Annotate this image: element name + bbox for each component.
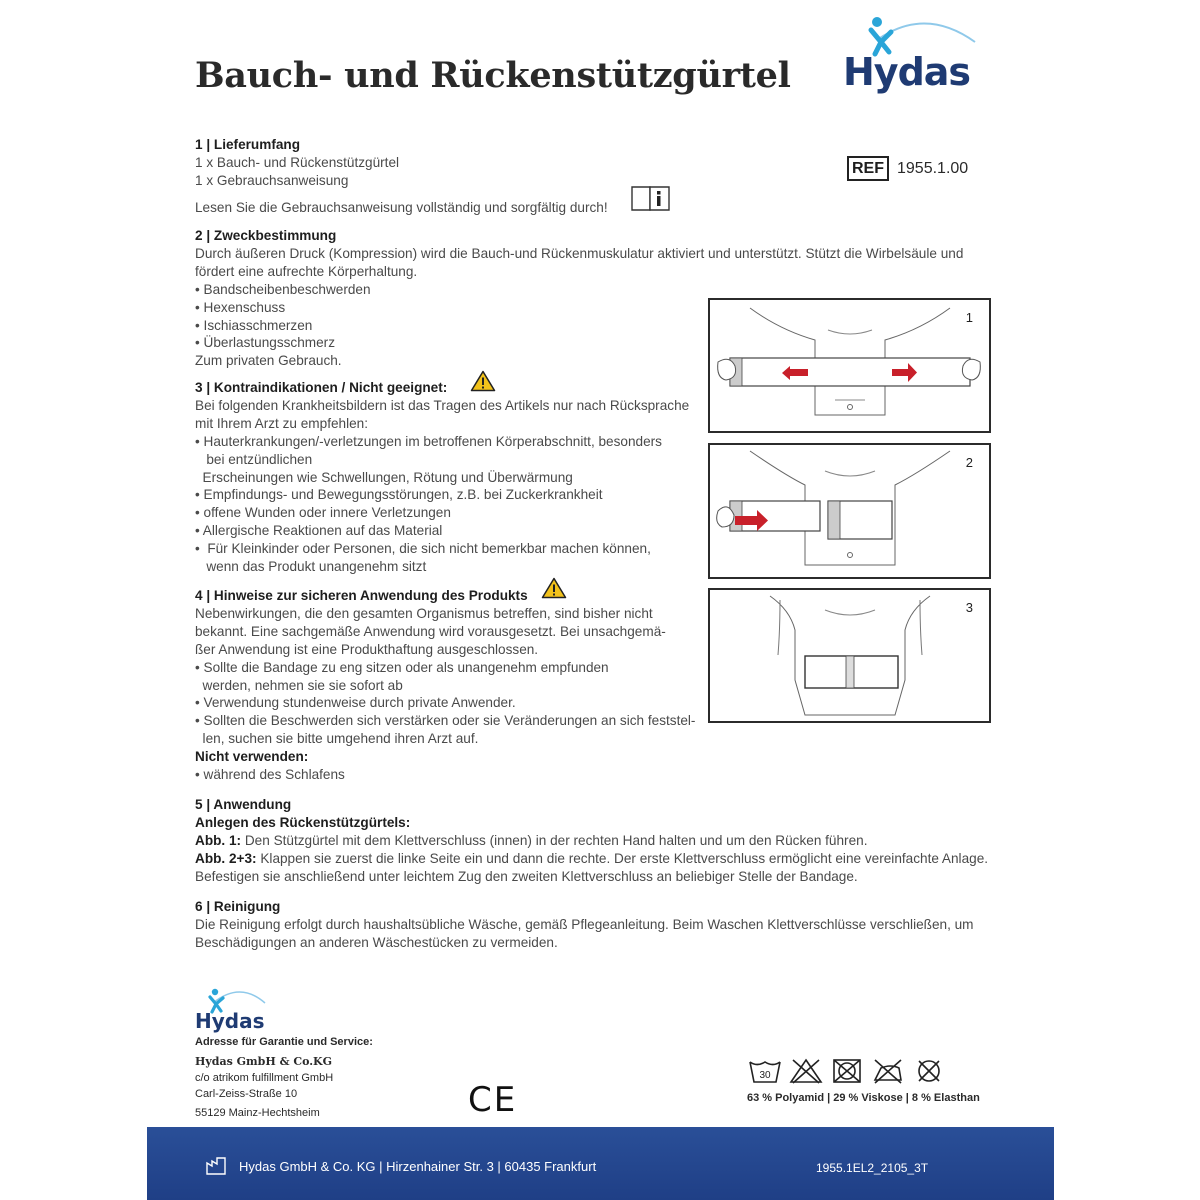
list-item: • Hauterkrankungen/-verletzungen im betroffenen Körperabschnitt, besonders	[195, 433, 662, 449]
section-4-heading: 4 | Hinweise zur sicheren Anwendung des Produkts	[195, 588, 528, 603]
ref-number: 1955.1.00	[897, 159, 969, 177]
content-line: Beschädigungen an anderen Wäschestücken zu vermeiden.	[195, 934, 558, 950]
section-3-heading: 3 | Kontraindikationen / Nicht geeignet:	[195, 380, 448, 395]
manufacturer-address: Hydas GmbH & Co. KG | Hirzenhainer Str. 3 | 60435 Frankfurt	[239, 1159, 597, 1174]
ref-block	[847, 156, 968, 181]
content-line: 1 x Gebrauchsanweisung	[195, 172, 349, 188]
section-6	[195, 898, 1005, 952]
figure-2	[708, 443, 991, 579]
address-line: Carl-Zeiss-Straße 10	[195, 1088, 298, 1100]
step-abb-2-3	[195, 850, 1005, 868]
section-3	[195, 379, 690, 576]
figure-number: 2	[965, 455, 973, 470]
content-line: Durch äußeren Druck (Kompression) wird die Bauch-und Rückenmuskulatur aktiviert und unterstützt. Stützt die Wirbelsäule und	[195, 245, 964, 261]
section-1-heading: 1 | Lieferumfang	[195, 137, 301, 152]
address-heading: Adresse für Garantie und Service:	[195, 1036, 373, 1048]
step-abb-1	[195, 832, 1005, 850]
service-address	[195, 1034, 373, 1121]
care-symbols	[748, 1058, 949, 1084]
content-line: mit Ihrem Arzt zu empfehlen:	[195, 415, 369, 431]
section-2-heading: 2 | Zweckbestimmung	[195, 228, 337, 243]
wash-temperature: 30	[759, 1070, 771, 1081]
list-item: • während des Schlafens	[195, 767, 345, 783]
step-label: Abb. 2+3:	[195, 850, 257, 866]
list-item: len, suchen sie bitte umgehend ihren Arzt auf.	[195, 731, 479, 747]
step-label: Abb. 1:	[195, 832, 242, 848]
address-company: Hydas GmbH & Co.KG	[195, 1055, 333, 1068]
content-line: fördert eine aufrechte Körperhaltung.	[195, 263, 418, 279]
brand-name: Hydas	[195, 1009, 265, 1033]
section-6-heading: 6 | Reinigung	[195, 899, 281, 914]
list-item: • Sollten die Beschwerden sich verstärken oder sie Veränderungen an sich feststel-	[195, 713, 696, 729]
content-line: Bei folgenden Krankheitsbildern ist das Tragen des Artikels nur nach Rücksprache	[195, 397, 690, 413]
list-item: • Verwendung stundenweise durch private Anwender.	[195, 695, 516, 711]
section-5-subheading: Anlegen des Rückenstützgürtels:	[195, 814, 411, 830]
section-5	[195, 796, 1005, 886]
material-composition: 63 % Polyamid | 29 % Viskose | 8 % Elasthan	[747, 1092, 980, 1104]
warning-icon	[470, 370, 496, 397]
list-item: • Allergische Reaktionen auf das Material	[195, 523, 443, 539]
address-line: 55129 Mainz-Hechtsheim	[195, 1107, 320, 1119]
document-code: 1955.1EL2_2105_3T	[816, 1161, 929, 1175]
list-item: • Für Kleinkinder oder Personen, die sich nicht bemerkbar machen können,	[195, 541, 651, 557]
figure-2-illustration	[710, 445, 989, 577]
content-line: Nebenwirkungen, die den gesamten Organismus betreffen, sind bisher nicht	[195, 605, 653, 621]
figure-1	[708, 298, 991, 433]
page-title: Bauch- und Rückenstützgürtel	[195, 55, 791, 96]
content-line: ßer Anwendung ist eine Produkthaftung ausgeschlossen.	[195, 641, 539, 657]
list-item: wenn das Produkt unangenehm sitzt	[195, 559, 427, 575]
content-line: bekannt. Eine sachgemäße Anwendung wird vorausgesetzt. Bei unsachgemä-	[195, 623, 666, 639]
figure-1-illustration	[710, 300, 989, 431]
figure-3-illustration	[710, 590, 989, 721]
figure-number: 1	[965, 310, 973, 325]
no-tumble-dry-icon	[830, 1058, 864, 1084]
list-item: • Hexenschuss	[195, 299, 286, 315]
content-line: Die Reinigung erfolgt durch haushaltsübliche Wäsche, gemäß Pflegeanleitung. Beim Waschen Klettverschlüsse verschließen, um	[195, 916, 974, 932]
footer-bar	[147, 1127, 1054, 1200]
no-iron-icon	[871, 1058, 905, 1084]
no-dry-clean-icon	[912, 1058, 946, 1084]
ce-mark: CE	[468, 1080, 518, 1120]
list-item: bei entzündlichen	[195, 451, 313, 467]
figure-3	[708, 588, 991, 723]
section-4	[195, 587, 696, 784]
manufacturer-icon	[206, 1157, 226, 1180]
content-line: Befestigen sie anschließend unter leichtem Zug den zweiten Klettverschluss an beliebiger Stelle der Bandage.	[195, 868, 858, 884]
not-use-heading: Nicht verwenden:	[195, 749, 309, 765]
list-item: • offene Wunden oder innere Verletzungen	[195, 505, 451, 521]
section-1	[195, 136, 695, 190]
brand-name: Hydas	[843, 50, 971, 94]
step-text: Den Stützgürtel mit dem Klettverschluss (innen) in der rechten Hand halten und um den Rücken führen.	[241, 832, 868, 848]
list-item: • Überlastungsschmerz	[195, 335, 335, 351]
figure-number: 3	[965, 600, 973, 615]
step-text: Klappen sie zuerst die linke Seite ein und dann die rechte. Der erste Klettverschluss ermöglicht eine vereinfachte Anlage.	[256, 850, 989, 866]
ref-label: REF	[847, 156, 889, 181]
list-item: Erscheinungen wie Schwellungen, Rötung und Überwärmung	[195, 469, 573, 485]
read-instructions-note: Lesen Sie die Gebrauchsanweisung vollständig und sorgfältig durch!	[195, 200, 608, 215]
list-item: werden, nehmen sie sie sofort ab	[195, 677, 403, 693]
list-item: • Empfindungs- und Bewegungsstörungen, z.B. bei Zuckerkrankheit	[195, 487, 603, 503]
warning-icon	[541, 577, 567, 604]
hydas-logo-small	[195, 985, 285, 1035]
content-line: 1 x Bauch- und Rückenstützgürtel	[195, 154, 400, 170]
list-item: • Bandscheibenbeschwerden	[195, 281, 371, 297]
list-item: • Sollte die Bandage zu eng sitzen oder als unangenehm empfunden	[195, 659, 609, 675]
content-line: Zum privaten Gebrauch.	[195, 353, 342, 369]
manual-info-icon	[630, 183, 672, 218]
section-5-heading: 5 | Anwendung	[195, 797, 292, 812]
list-item: • Ischiasschmerzen	[195, 317, 313, 333]
hydas-logo	[835, 12, 985, 102]
no-bleach-icon	[789, 1058, 823, 1084]
wash-30-icon	[748, 1058, 782, 1084]
address-line: c/o atrikom fulfillment GmbH	[195, 1072, 334, 1084]
